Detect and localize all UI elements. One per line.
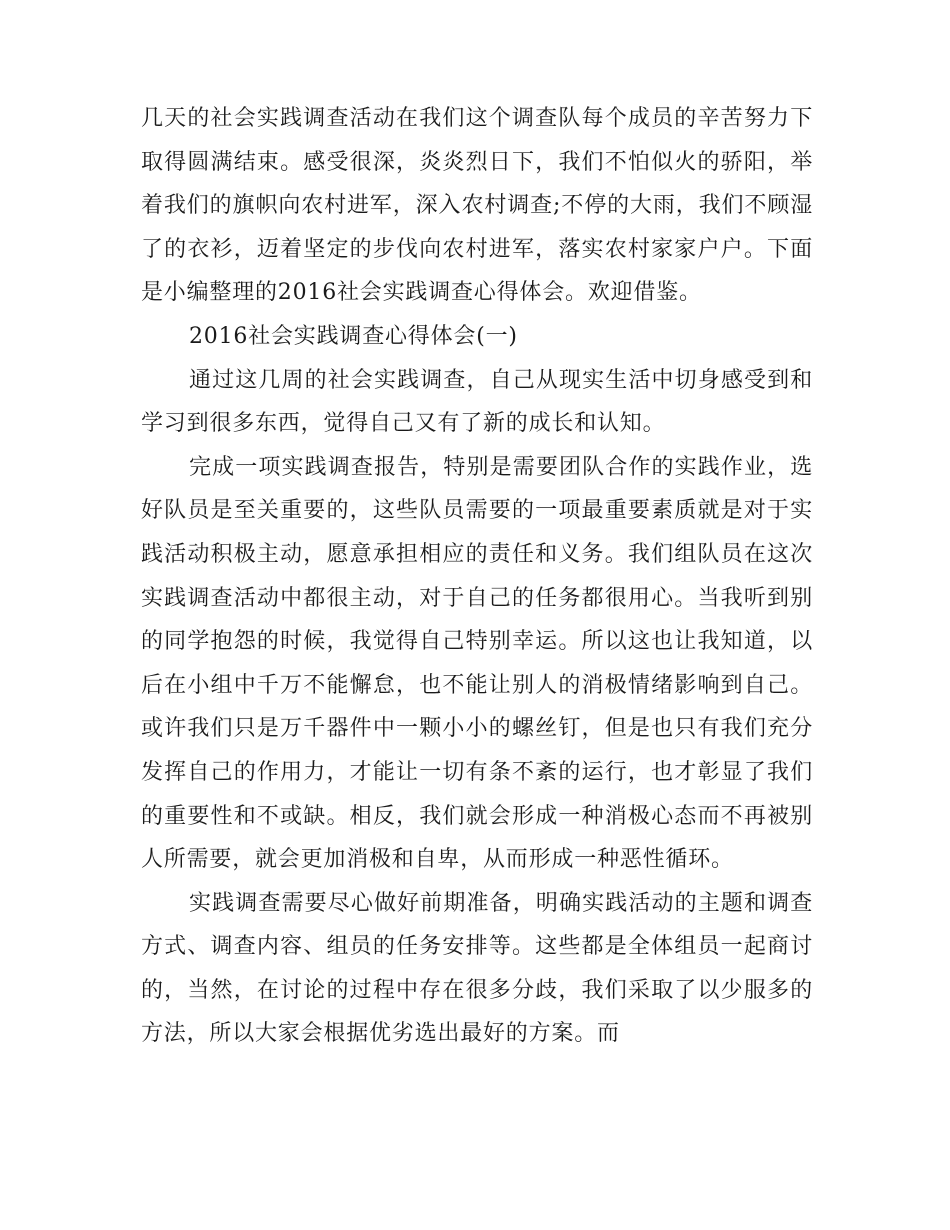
- body-paragraph-2: 完成一项实践调查报告，特别是需要团队合作的实践作业，选好队员是至关重要的，这些队员需要的一项最重要素质就是对于实践活动积极主动，愿意承担相应的责任和义务。我们组队员在这次实践调查活动中都很主动，对于自己的任务都很用心。当我听到别的同学抱怨的时候，我觉得自己特别幸运。所以这也让我知道，以后在小组中千万不能懈怠，也不能让别人的消极情绪影响到自己。或许我们只是万千器件中一颗小小的螺丝钉，但是也只有我们充分发挥自己的作用力，才能让一切有条不紊的运行，也才彰显了我们的重要性和不或缺。相反，我们就会形成一种消极心态而不再被别人所需要，就会更加消极和自卑，从而形成一种恶性循环。: [141, 454, 813, 873]
- body-paragraph-1: 通过这几周的社会实践调查，自己从现实生活中切身感受到和学习到很多东西，觉得自己又有了新的成长和认知。: [141, 367, 813, 437]
- document-body: [141, 97, 813, 1056]
- intro-paragraph: 几天的社会实践调查活动在我们这个调查队每个成员的辛苦努力下取得圆满结束。感受很深，炎炎烈日下，我们不怕似火的骄阳，举着我们的旗帜向农村进军，深入农村调查;不停的大雨，我们不顾湿了的衣衫，迈着坚定的步伐向农村进军，落实农村家家户户。下面是小编整理的2016社会实践调查心得体会。欢迎借鉴。: [141, 106, 813, 306]
- section-title: 2016社会实践调查心得体会(一): [189, 323, 518, 349]
- body-paragraph-3: 实践调查需要尽心做好前期准备，明确实践活动的主题和调查方式、调查内容、组员的任务安排等。这些都是全体组员一起商讨的，当然，在讨论的过程中存在很多分歧，我们采取了以少服多的方法，所以大家会根据优劣选出最好的方案。而: [141, 890, 813, 1047]
